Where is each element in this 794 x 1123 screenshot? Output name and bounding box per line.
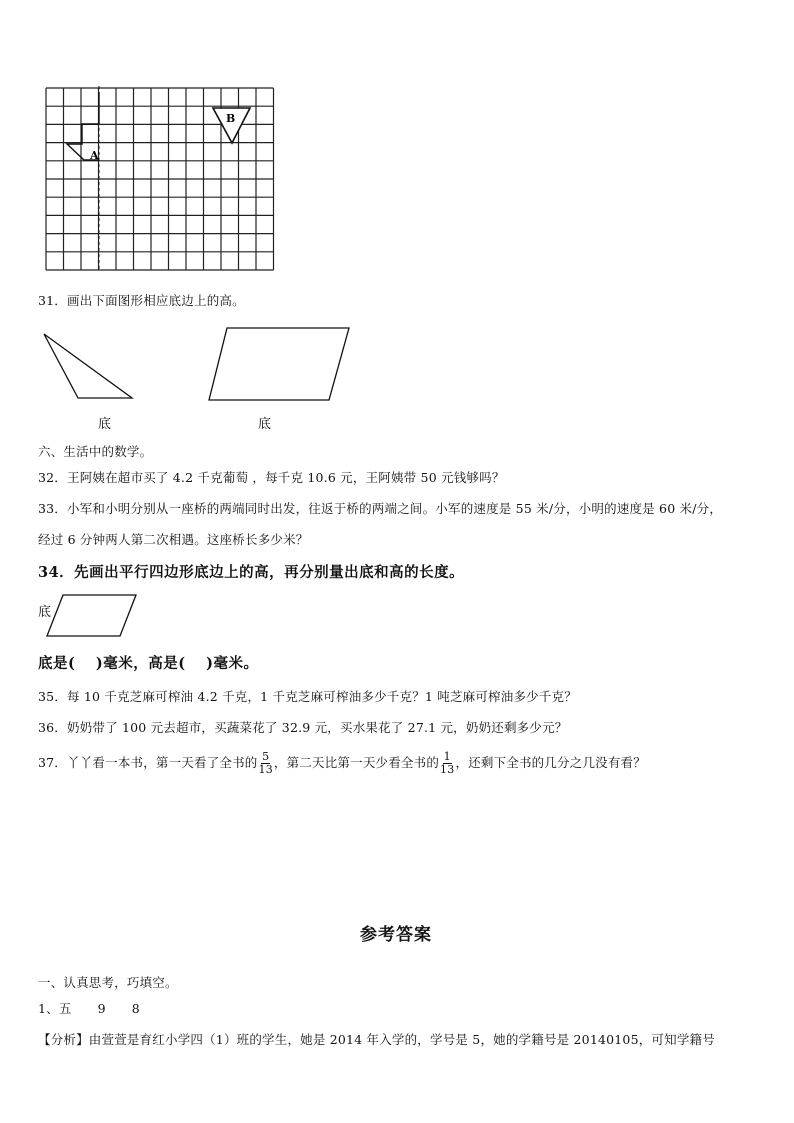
q34-base-label: 底 (38, 605, 52, 620)
q36-text: 36．奶奶带了 100 元去超市，买蔬菜花了 32.9 元，买水果花了 27.1 元，奶奶还剩多少元？ (38, 720, 568, 735)
answers-item1 (38, 999, 140, 1017)
fraction-numerator: 5 (262, 750, 270, 763)
triangle-base-label: 底 (98, 417, 112, 432)
q31-triangle (42, 332, 142, 402)
answer-value: 五 (58, 1001, 72, 1016)
answers-section1: 一、认真思考，巧填空。 (38, 975, 178, 990)
q31-parallelogram (207, 326, 352, 402)
parallelogram-base-label: 底 (258, 417, 272, 432)
section6-heading: 六、生活中的数学。 (38, 444, 153, 459)
answer-index: 1、 (38, 1001, 59, 1016)
q37-fraction-1 (259, 751, 273, 776)
q34-parallelogram (46, 594, 141, 638)
q33-line2: 经过 6 分钟两人第二次相遇。这座桥长多少米？ (38, 532, 309, 547)
q37-part3: ，还剩下全书的几分之几没有看？ (455, 755, 646, 770)
answer-value: 9 (97, 1001, 106, 1016)
q37-part2: ，第二天比第一天少看全书的 (273, 755, 440, 770)
fraction-denominator: 13 (258, 763, 273, 776)
q34-text: 34．先画出平行四边形底边上的高，再分别量出底和高的长度。 (38, 564, 465, 581)
fraction-denominator: 13 (440, 763, 455, 776)
shape-a-label: A (90, 149, 99, 162)
q31-text: 31．画出下面图形相应底边上的高。 (38, 293, 245, 308)
q35-text: 35．每 10 千克芝麻可榨油 4.2 千克，1 千克芝麻可榨油多少千克？1 吨芝麻可榨油多少千克？ (38, 689, 577, 704)
answers-analysis: 【分析】由萱萱是育红小学四（1）班的学生，她是 2014 年入学的，学号是 5，她的学籍号是 20140105，可知学籍号 (38, 1032, 715, 1047)
q37-fraction-2 (440, 751, 454, 776)
q37-part1: 37．丫丫看一本书，第一天看了全书的 (38, 755, 258, 770)
grid-figure (42, 86, 274, 274)
q34-answer-line: 底是( )毫米，高是( )毫米。 (38, 655, 259, 672)
answers-title: 参考答案 (360, 925, 432, 945)
shape-b-label: B (226, 112, 236, 125)
q37-text (38, 751, 646, 776)
q32-text: 32．王阿姨在超市买了 4.2 千克葡萄 ，每千克 10.6 元，王阿姨带 50 元钱够吗？ (38, 470, 505, 485)
fraction-numerator: 1 (443, 750, 451, 763)
answer-value: 8 (131, 1001, 140, 1016)
q33-line1: 33．小军和小明分别从一座桥的两端同时出发，往返于桥的两端之间。小军的速度是 55 米/分，小明的速度是 60 米/分， (38, 501, 723, 516)
